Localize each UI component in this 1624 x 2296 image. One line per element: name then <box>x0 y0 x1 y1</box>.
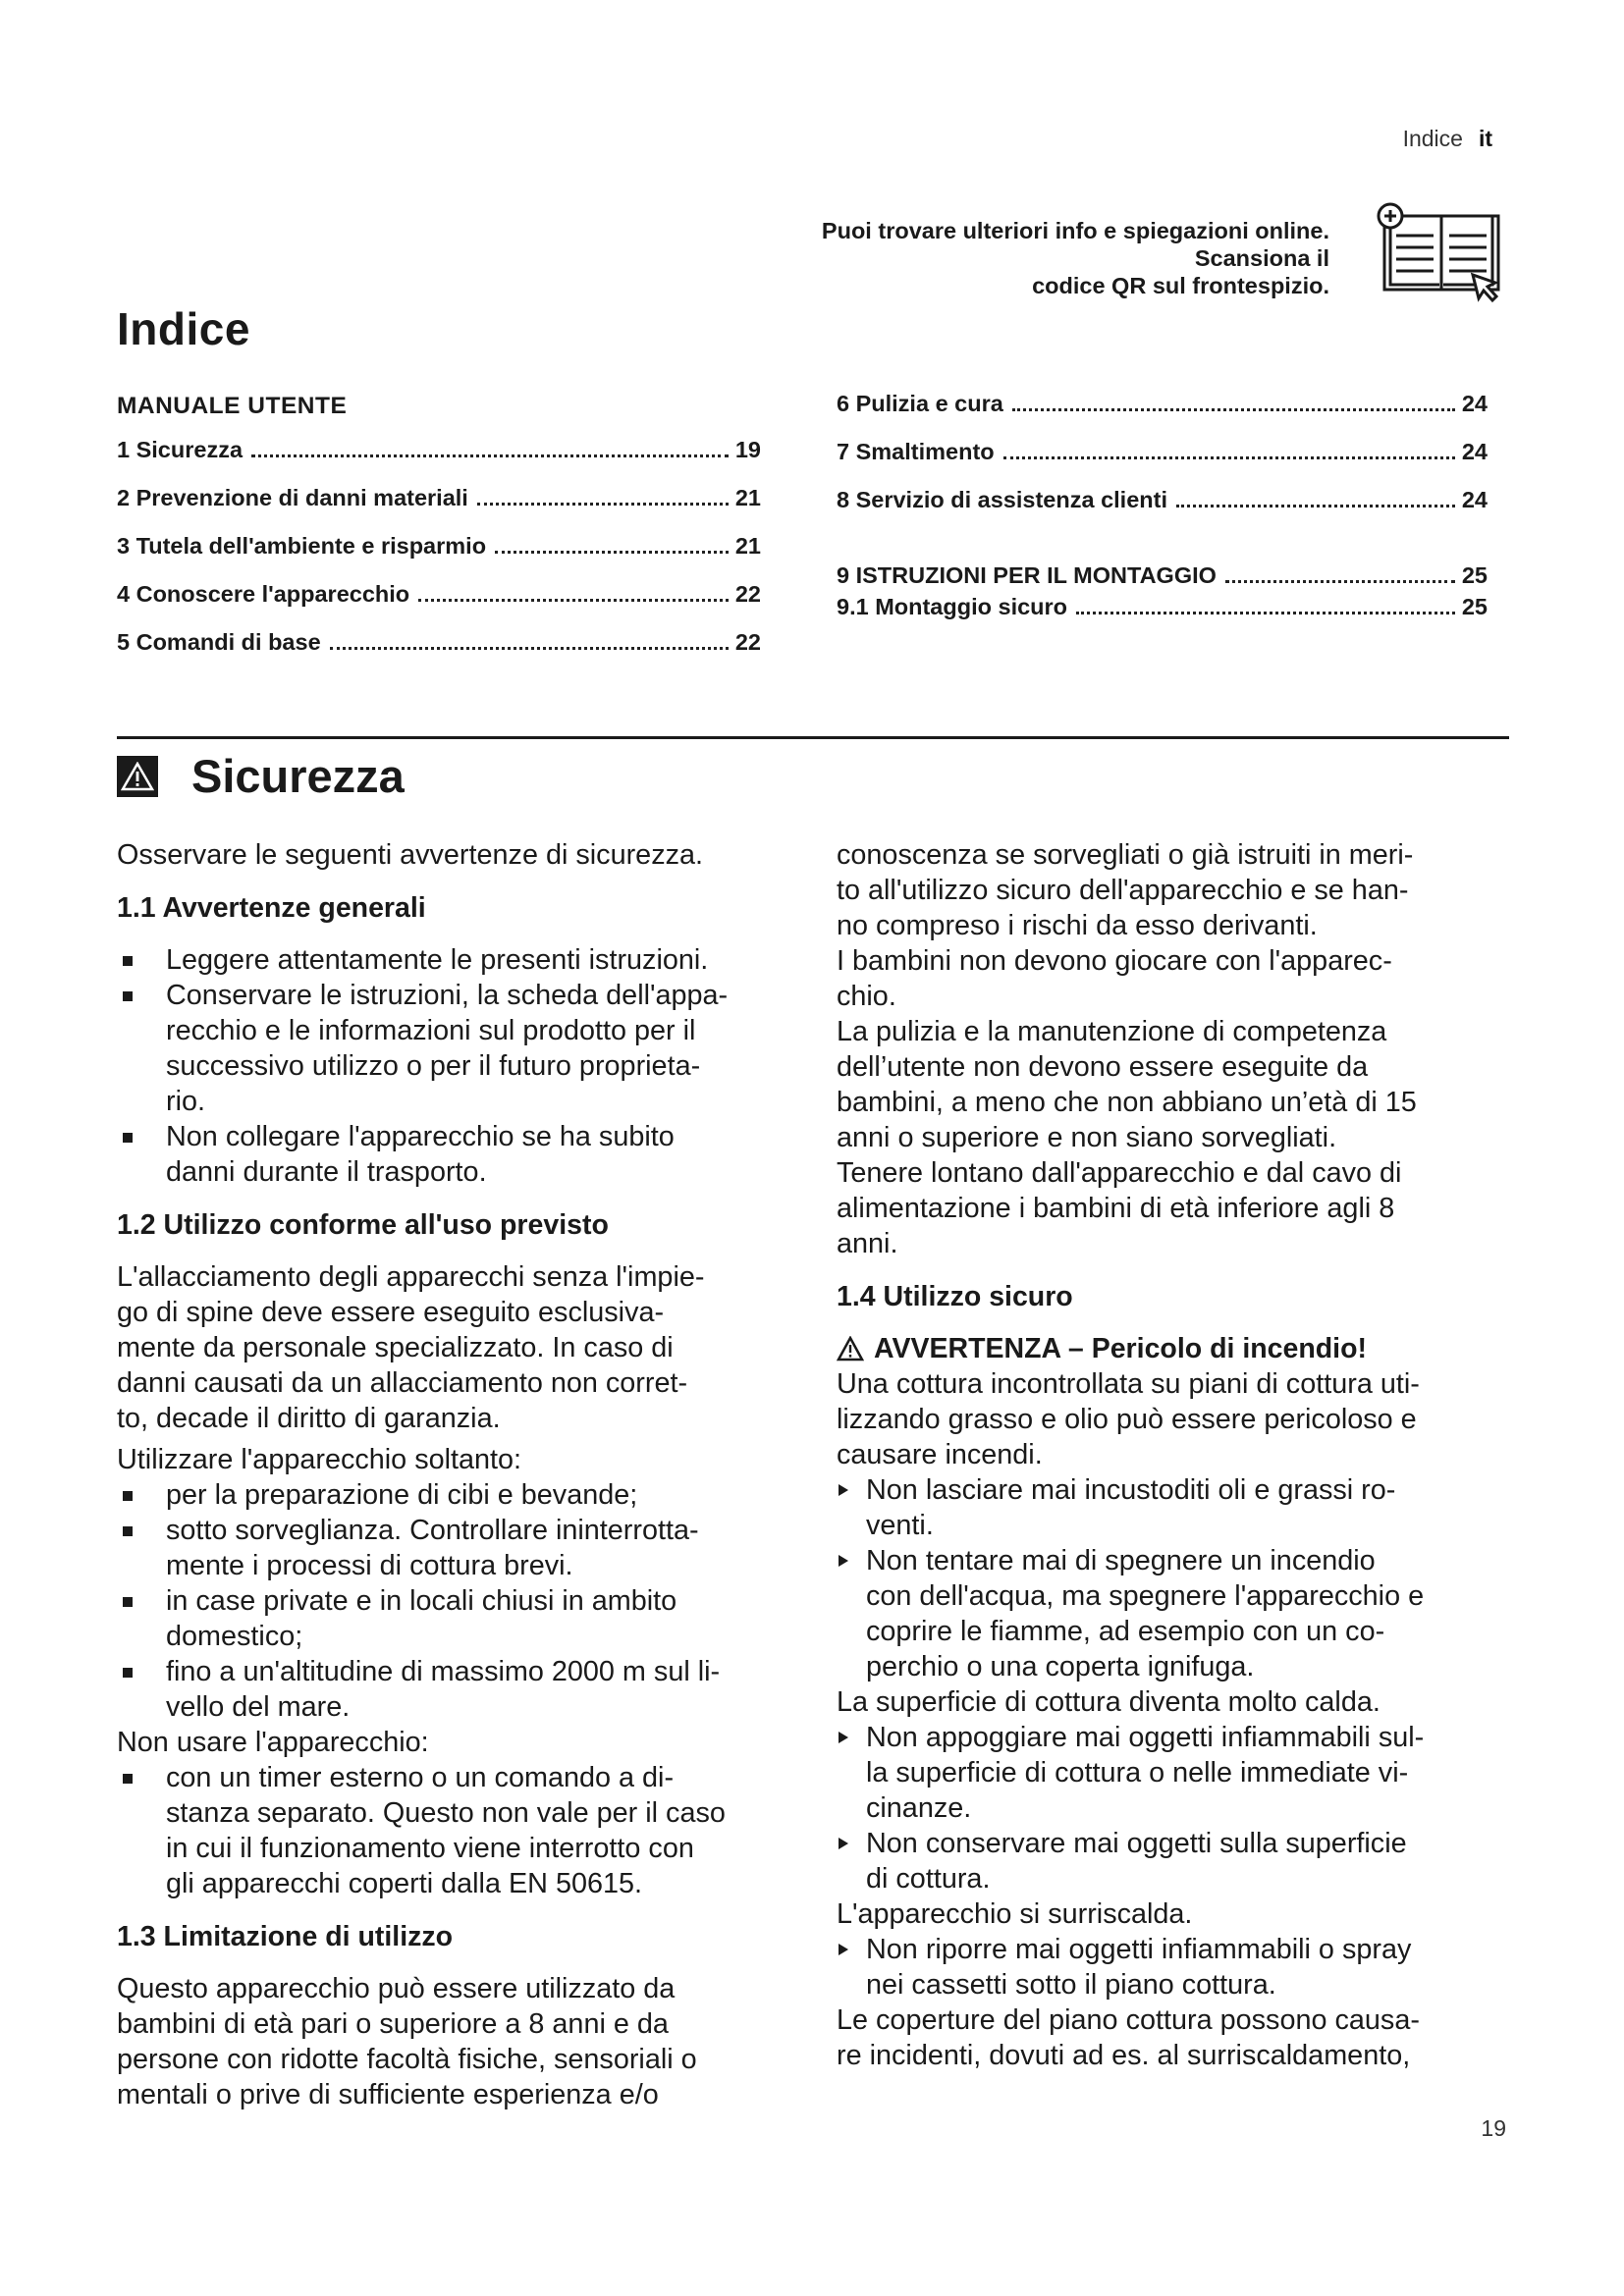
toc-entry-page: 21 <box>734 533 761 559</box>
heading-1-1: 1.1 Avvertenze generali <box>117 892 426 924</box>
step-item: Non appoggiare mai oggetti infiammabili sul- la superficie di cottura o nelle immediate vi- cinanze. <box>837 1720 1524 1826</box>
warning-triangle-icon <box>837 1336 864 1362</box>
toc-entry[interactable] <box>117 629 761 677</box>
paragraph: Utilizzare l'apparecchio soltanto: <box>117 1444 522 1475</box>
toc-entry-text: 6 Pulizia e cura <box>837 391 1003 416</box>
toc-title: Indice <box>117 303 250 354</box>
warning-title: AVVERTENZA – Pericolo di incendio! <box>874 1333 1367 1364</box>
body-right-column <box>837 837 1524 2073</box>
list-item: fino a un'altitudine di massimo 2000 m sul li- vello del mare. <box>117 1654 804 1725</box>
toc-entry[interactable] <box>117 581 761 629</box>
toc-entry-text: 4 Conoscere l'apparecchio <box>117 581 410 607</box>
list-item: Conservare le istruzioni, la scheda dell'appa- recchio e le informazioni sul prodotto per il successivo utilizzo o per il futuro proprieta- rio. <box>117 978 804 1119</box>
toc-entry[interactable] <box>837 487 1488 535</box>
toc-right-column <box>837 391 1488 625</box>
running-header <box>1403 126 1492 152</box>
toc-entry-text: 1 Sicurezza <box>117 437 244 462</box>
paragraph: Questo apparecchio può essere utilizzato da bambini di età pari o superiore a 8 anni e da persone con ridotte facoltà fisiche, sensoriali o mentali o prive di sufficiente esperienza e/o <box>117 1973 697 2110</box>
list-item: con un timer esterno o un comando a di- stanza separato. Questo non vale per il caso in cui il funzionamento viene interrotto con gli apparecchi coperti dalla EN 50615. <box>117 1760 804 1901</box>
heading-1-2: 1.2 Utilizzo conforme all'uso previsto <box>117 1209 609 1241</box>
toc-entry-page: 24 <box>1461 439 1488 464</box>
paragraph: Le coperture del piano cottura possono causa- re incidenti, dovuti ad es. al surriscaldamento, <box>837 2004 1420 2071</box>
paragraph: L'allacciamento degli apparecchi senza l'impie- go di spine deve essere eseguito esclusiva- mente da personale specializzato. In caso di danni causati da un allacciamento non corret- to, decade il diritto di garanzia. <box>117 1261 705 1434</box>
list-item: in case private e in locali chiusi in ambito domestico; <box>117 1583 804 1654</box>
toc-entry-page: 19 <box>734 437 761 462</box>
list-item: Leggere attentamente le presenti istruzioni. <box>117 942 804 978</box>
qr-note-line1: Puoi trovare ulteriori info e spiegazioni online. Scansiona il <box>821 218 1329 271</box>
page-number: 19 <box>1481 2115 1506 2141</box>
body-left-column <box>117 837 804 2112</box>
toc-entry-text: 5 Comandi di base <box>117 629 321 655</box>
toc-entry[interactable] <box>117 533 761 581</box>
toc-entry[interactable] <box>117 485 761 533</box>
warning-icon <box>117 756 158 797</box>
qr-note <box>780 217 1329 299</box>
paragraph: Una cottura incontrollata su piani di cottura uti- lizzando grasso e olio può essere pericoloso e causare incendi. <box>837 1368 1420 1470</box>
toc-left-heading: MANUALE UTENTE <box>117 393 348 419</box>
toc-entry-page: 25 <box>1461 594 1488 619</box>
toc-entry-text: 8 Servizio di assistenza clienti <box>837 487 1167 512</box>
toc-entry-text: 3 Tutela dell'ambiente e risparmio <box>117 533 487 559</box>
step-item: Non conservare mai oggetti sulla superficie di cottura. <box>837 1826 1524 1896</box>
toc-entry[interactable] <box>117 437 761 485</box>
paragraph: Non usare l'apparecchio: <box>117 1727 429 1758</box>
heading-1-3: 1.3 Limitazione di utilizzo <box>117 1921 454 1952</box>
header-section: Indice <box>1402 126 1463 151</box>
paragraph: I bambini non devono giocare con l'apparec- chio. <box>837 945 1392 1012</box>
paragraph: L'apparecchio si surriscalda. <box>837 1898 1193 1930</box>
book-magnify-icon <box>1377 196 1508 304</box>
paragraph: La pulizia e la manutenzione di competenza dell’utente non devono essere eseguite da bambini, a meno che non abbiano un’età di 15 anni o superiore e non siano sorvegliati. <box>837 1016 1417 1153</box>
paragraph: Tenere lontano dall'apparecchio e dal cavo di alimentazione i bambini di età inferiore agli 8 anni. <box>837 1157 1402 1259</box>
section-divider <box>117 736 1509 739</box>
toc-entry-page: 22 <box>734 581 761 607</box>
toc-entry-page: 21 <box>734 485 761 510</box>
toc-entry[interactable] <box>837 439 1488 487</box>
toc-entry-text: 2 Prevenzione di danni materiali <box>117 485 468 510</box>
warning-heading <box>837 1331 1524 1366</box>
list-item: Non collegare l'apparecchio se ha subito danni durante il trasporto. <box>117 1119 804 1190</box>
toc-entry[interactable] <box>837 594 1488 625</box>
heading-1-4: 1.4 Utilizzo sicuro <box>837 1281 1073 1312</box>
step-item: Non lasciare mai incustoditi oli e grassi ro- venti. <box>837 1472 1524 1543</box>
section-title: Sicurezza <box>191 750 405 802</box>
toc-entry-page: 24 <box>1461 391 1488 416</box>
toc-entry-page: 22 <box>734 629 761 655</box>
toc-entry[interactable] <box>837 562 1488 594</box>
step-item: Non tentare mai di spegnere un incendio con dell'acqua, ma spegnere l'apparecchio e coprire le fiamme, ad esempio con un co- perchio o una coperta ignifuga. <box>837 1543 1524 1684</box>
list-item: sotto sorveglianza. Controllare ininterrotta- mente i processi di cottura brevi. <box>117 1513 804 1583</box>
toc-entry-text: 9 ISTRUZIONI PER IL MONTAGGIO <box>837 562 1217 588</box>
toc-left-column <box>117 393 761 677</box>
intro: Osservare le seguenti avvertenze di sicurezza. <box>117 839 704 871</box>
step-item: Non riporre mai oggetti infiammabili o spray nei cassetti sotto il piano cottura. <box>837 1932 1524 2002</box>
section-heading <box>117 749 405 803</box>
paragraph: conoscenza se sorvegliati o già istruiti in meri- to all'utilizzo sicuro dell'apparecchio e se han- no compreso i rischi da esso derivanti. <box>837 839 1414 941</box>
toc-entry-text: 7 Smaltimento <box>837 439 995 464</box>
toc-entry-page: 25 <box>1461 562 1488 588</box>
toc-entry-text: 9.1 Montaggio sicuro <box>837 594 1068 619</box>
paragraph: La superficie di cottura diventa molto calda. <box>837 1686 1380 1718</box>
qr-note-line2: codice QR sul frontespizio. <box>1032 273 1329 298</box>
toc-entry-page: 24 <box>1461 487 1488 512</box>
toc-entry[interactable] <box>837 391 1488 439</box>
header-lang: it <box>1478 126 1492 151</box>
list-item: per la preparazione di cibi e bevande; <box>117 1477 804 1513</box>
